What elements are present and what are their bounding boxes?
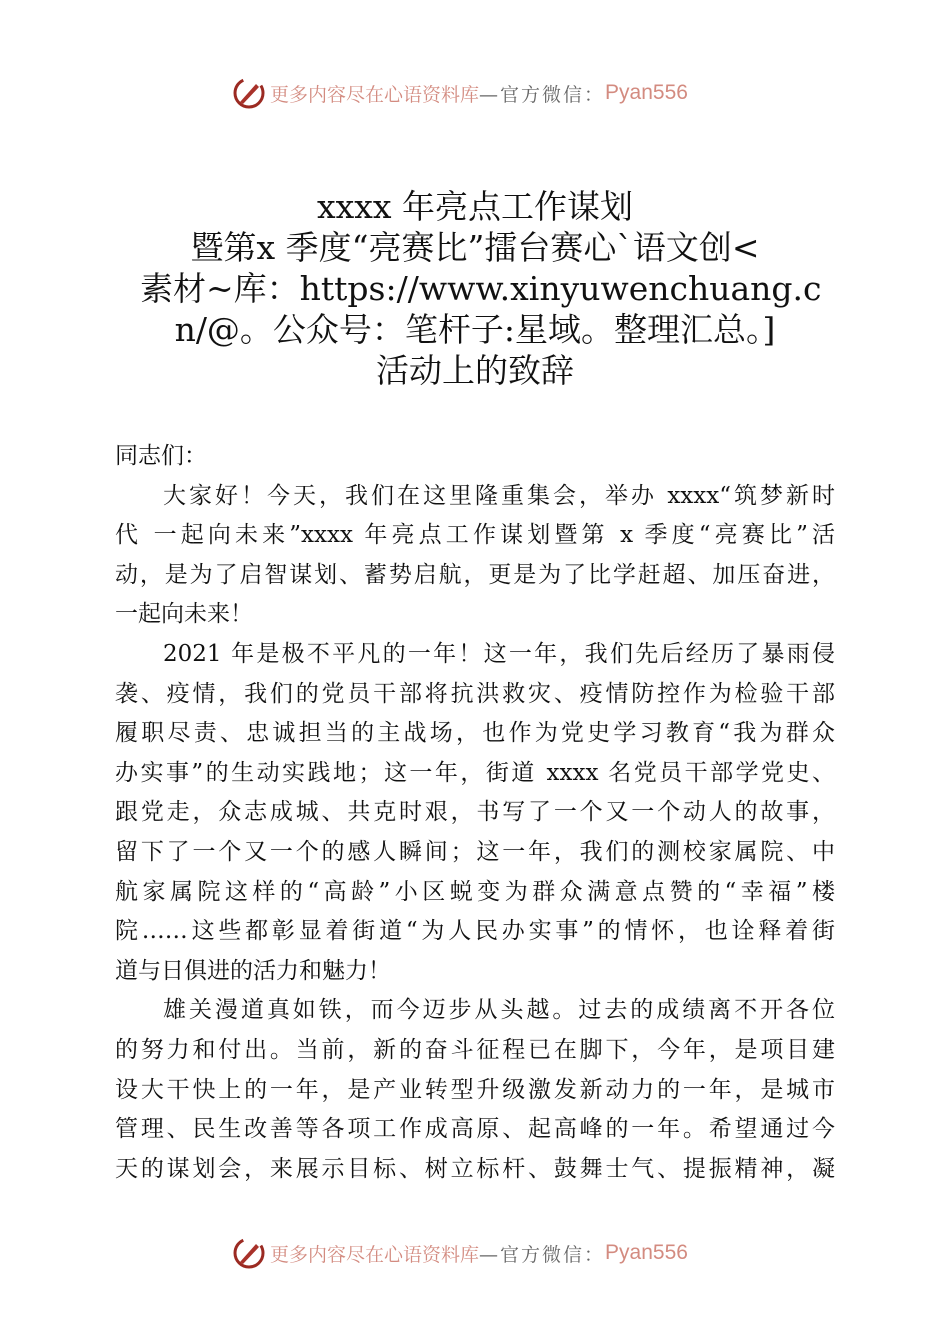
body-text-line: 履职尽责、忠诚担当的主战场，也作为党史学习教育“我为群众 [115, 720, 835, 747]
body-text-line: 代 一起向未来”xxxx 年亮点工作谋划暨第 x 季度“亮赛比”活 [115, 522, 835, 549]
body-text-line: 设大干快上的一年，是产业转型升级激发新动力的一年，是城市 [115, 1076, 835, 1103]
body-text-line: 办实事”的生动实践地；这一年，街道 xxxx 名党员干部学党史、 [115, 759, 835, 786]
document-body [115, 437, 835, 1189]
title-line: 活动上的致辞 [376, 351, 574, 390]
body-text-line: 留下了一个又一个的感人瞬间；这一年，我们的测校家属院、中 [115, 838, 835, 865]
footer-watermark-banner [232, 1233, 732, 1273]
pen-logo-icon [232, 1236, 266, 1270]
banner-wechat-label: —官方微信： [479, 83, 606, 106]
pen-logo-icon [232, 76, 266, 110]
body-text-line: 雄关漫道真如铁，而今迈步从头越。过去的成绩离不开各位 [163, 997, 835, 1024]
title-line: 暨第x 季度“亮赛比”擂台赛心`语文创< [190, 228, 760, 267]
banner-wechat-id: Pyan556 [605, 1241, 688, 1264]
body-text-line: 一起向未来！ [115, 601, 253, 628]
body-text-line: 的努力和付出。当前，新的奋斗征程已在脚下，今年，是项目建 [115, 1036, 835, 1063]
title-line: n/@。公众号：笔杆子:星域。整理汇总。] [174, 310, 776, 349]
body-text-line: 大家好！今天，我们在这里隆重集会，举办 xxxx“筑梦新时 [163, 482, 835, 509]
body-text-line: 管理、民生改善等各项工作成高原、起高峰的一年。希望通过今 [115, 1116, 835, 1143]
banner-wechat-id: Pyan556 [605, 81, 688, 104]
banner-text: 更多内容尽在心语资料库 [270, 1243, 480, 1266]
body-text-line: 天的谋划会，来展示目标、树立标杆、鼓舞士气、提振精神，凝 [115, 1155, 835, 1182]
header-watermark-banner [232, 73, 732, 113]
body-text-line: 同志们： [115, 443, 207, 469]
banner-text: 更多内容尽在心语资料库 [270, 83, 480, 106]
body-text-line: 道与日俱进的活力和魅力！ [115, 957, 391, 984]
body-text-line: 动，是为了启智谋划、蓄势启航，更是为了比学赶超、加压奋进， [115, 561, 835, 588]
body-text-line: 航家属院这样的“高龄”小区蜕变为群众满意点赞的“幸福”楼 [115, 878, 835, 905]
title-line: 素材~库：https://www.xinyuwenchuang.c [140, 269, 822, 308]
title-line: xxxx 年亮点工作谋划 [317, 187, 633, 226]
body-text-line: 2021 年是极不平凡的一年！这一年，我们先后经历了暴雨侵 [163, 640, 835, 667]
body-text-line: 袭、疫情，我们的党员干部将抗洪救灾、疫情防控作为检验干部 [115, 680, 835, 707]
body-text-line: 跟党走，众志成城、共克时艰，书写了一个又一个动人的故事， [115, 799, 835, 826]
document-title [140, 186, 822, 391]
body-text-line: 院……这些都彰显着街道“为人民办实事”的情怀，也诠释着街 [115, 918, 835, 945]
banner-wechat-label: —官方微信： [479, 1243, 606, 1266]
